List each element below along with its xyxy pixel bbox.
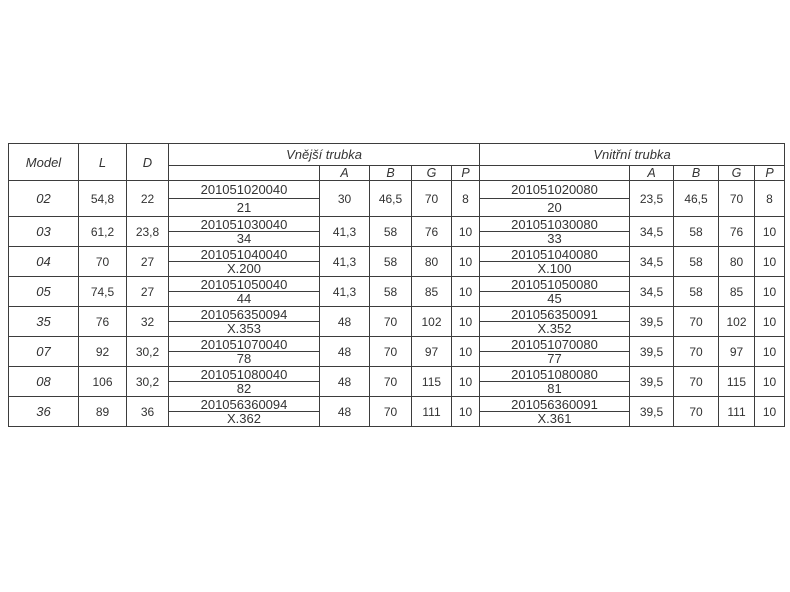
- cell-inner-b: 58: [674, 217, 719, 247]
- cell-outer-partnumber: [169, 367, 320, 397]
- cell-outer-partnumber: [169, 247, 320, 277]
- cell-outer-b: 70: [370, 367, 412, 397]
- cell-inner-a: 34,5: [630, 247, 674, 277]
- cell-outer-partnumber: [169, 181, 320, 217]
- table-row: [9, 247, 785, 277]
- cell-outer-g: 111: [412, 397, 452, 427]
- cell-outer-partnumber: [169, 337, 320, 367]
- header-outer-tube-section: Vnější trubka: [169, 144, 480, 166]
- inner-part-number: 201051050080: [480, 277, 629, 292]
- table-row: [9, 367, 785, 397]
- inner-ref-number: 77: [547, 351, 562, 366]
- cell-model: 08: [9, 367, 79, 397]
- inner-part-number: 201056350091: [480, 307, 629, 322]
- cell-outer-g: 70: [412, 181, 452, 217]
- cell-model: 02: [9, 181, 79, 217]
- cell-inner-partnumber: [480, 277, 630, 307]
- inner-part-number: 201051070080: [480, 337, 629, 352]
- cell-l: 74,5: [79, 277, 127, 307]
- header-inner-b: B: [674, 166, 719, 181]
- cell-inner-p: 10: [755, 217, 785, 247]
- cell-inner-a: 23,5: [630, 181, 674, 217]
- cell-inner-g: 97: [719, 337, 755, 367]
- outer-part-number: 201051070040: [169, 337, 319, 352]
- cell-l: 54,8: [79, 181, 127, 217]
- cell-outer-b: 46,5: [370, 181, 412, 217]
- cell-outer-p: 10: [452, 247, 480, 277]
- cell-outer-g: 76: [412, 217, 452, 247]
- cell-outer-g: 102: [412, 307, 452, 337]
- cell-d: 30,2: [127, 337, 169, 367]
- cell-outer-b: 58: [370, 247, 412, 277]
- cell-inner-b: 58: [674, 247, 719, 277]
- table-row: [9, 307, 785, 337]
- inner-ref-number: X.352: [537, 321, 572, 336]
- outer-ref-number: 34: [236, 231, 252, 246]
- cell-l: 61,2: [79, 217, 127, 247]
- header-outer-b: B: [370, 166, 412, 181]
- cell-model: 35: [9, 307, 79, 337]
- cell-inner-p: 10: [755, 367, 785, 397]
- cell-outer-p: 10: [452, 277, 480, 307]
- table-row: [9, 277, 785, 307]
- cell-outer-p: 10: [452, 397, 480, 427]
- header-outer-p: P: [452, 166, 480, 181]
- cell-inner-g: 111: [719, 397, 755, 427]
- cell-d: 22: [127, 181, 169, 217]
- outer-part-number: 201051030040: [169, 217, 319, 232]
- cell-inner-b: 70: [674, 307, 719, 337]
- inner-ref-number: 33: [547, 231, 562, 246]
- cell-inner-partnumber: [480, 337, 630, 367]
- cell-outer-partnumber: [169, 307, 320, 337]
- header-l: L: [79, 144, 127, 181]
- tube-spec-table: [8, 143, 785, 427]
- cell-outer-a: 48: [320, 307, 370, 337]
- cell-d: 23,8: [127, 217, 169, 247]
- header-row-sections: [9, 144, 785, 166]
- cell-model: 05: [9, 277, 79, 307]
- header-model: Model: [9, 144, 79, 181]
- cell-inner-b: 70: [674, 397, 719, 427]
- cell-inner-g: 80: [719, 247, 755, 277]
- header-outer-a: A: [320, 166, 370, 181]
- cell-inner-partnumber: [480, 217, 630, 247]
- inner-ref-number: X.361: [537, 411, 572, 426]
- outer-ref-number: 82: [236, 381, 252, 396]
- header-inner-tube-section: Vnitřní trubka: [480, 144, 785, 166]
- outer-part-number: 201051080040: [169, 367, 319, 382]
- cell-model: 03: [9, 217, 79, 247]
- cell-d: 30,2: [127, 367, 169, 397]
- cell-inner-p: 10: [755, 247, 785, 277]
- cell-outer-partnumber: [169, 217, 320, 247]
- cell-inner-partnumber: [480, 181, 630, 217]
- cell-outer-b: 70: [370, 307, 412, 337]
- cell-inner-g: 85: [719, 277, 755, 307]
- cell-outer-b: 58: [370, 277, 412, 307]
- cell-outer-b: 58: [370, 217, 412, 247]
- inner-part-number: 201051030080: [480, 217, 629, 232]
- table-row: [9, 397, 785, 427]
- header-d: D: [127, 144, 169, 181]
- cell-inner-p: 10: [755, 307, 785, 337]
- outer-ref-number: 44: [236, 291, 252, 306]
- cell-inner-a: 34,5: [630, 217, 674, 247]
- table-header: [9, 144, 785, 181]
- cell-outer-g: 115: [412, 367, 452, 397]
- cell-outer-g: 97: [412, 337, 452, 367]
- inner-ref-number: 20: [547, 200, 562, 215]
- cell-outer-b: 70: [370, 337, 412, 367]
- inner-ref-number: 45: [547, 291, 562, 306]
- cell-outer-p: 10: [452, 337, 480, 367]
- table-row: [9, 181, 785, 217]
- outer-part-number: 201056360094: [169, 397, 319, 412]
- cell-outer-a: 48: [320, 367, 370, 397]
- cell-inner-a: 39,5: [630, 397, 674, 427]
- outer-part-number: 201051050040: [169, 277, 319, 292]
- cell-outer-p: 8: [452, 181, 480, 217]
- cell-inner-b: 70: [674, 337, 719, 367]
- header-outer-partnumber-blank: [169, 166, 320, 181]
- cell-d: 36: [127, 397, 169, 427]
- cell-inner-partnumber: [480, 307, 630, 337]
- cell-outer-partnumber: [169, 277, 320, 307]
- outer-ref-number: 78: [236, 351, 252, 366]
- table-row: [9, 337, 785, 367]
- cell-outer-g: 85: [412, 277, 452, 307]
- cell-outer-a: 48: [320, 397, 370, 427]
- cell-outer-a: 30: [320, 181, 370, 217]
- cell-inner-a: 39,5: [630, 367, 674, 397]
- cell-l: 92: [79, 337, 127, 367]
- cell-inner-a: 34,5: [630, 277, 674, 307]
- cell-inner-b: 58: [674, 277, 719, 307]
- cell-inner-partnumber: [480, 397, 630, 427]
- cell-outer-p: 10: [452, 217, 480, 247]
- inner-part-number: 201051020080: [480, 181, 629, 199]
- outer-ref-number: 21: [236, 200, 252, 215]
- header-inner-a: A: [630, 166, 674, 181]
- cell-inner-g: 102: [719, 307, 755, 337]
- cell-l: 89: [79, 397, 127, 427]
- cell-d: 27: [127, 277, 169, 307]
- cell-outer-p: 10: [452, 307, 480, 337]
- inner-ref-number: X.100: [537, 261, 572, 276]
- cell-inner-partnumber: [480, 247, 630, 277]
- outer-part-number: 201056350094: [169, 307, 319, 322]
- outer-ref-number: X.200: [227, 261, 261, 276]
- cell-inner-p: 10: [755, 337, 785, 367]
- cell-outer-partnumber: [169, 397, 320, 427]
- cell-inner-g: 70: [719, 181, 755, 217]
- cell-outer-b: 70: [370, 397, 412, 427]
- inner-part-number: 201051040080: [480, 247, 629, 262]
- table-body: [9, 181, 785, 427]
- inner-part-number: 201051080080: [480, 367, 629, 382]
- table-row: [9, 217, 785, 247]
- cell-model: 36: [9, 397, 79, 427]
- header-inner-p: P: [755, 166, 785, 181]
- header-inner-partnumber-blank: [480, 166, 630, 181]
- inner-ref-number: 81: [547, 381, 562, 396]
- cell-inner-g: 76: [719, 217, 755, 247]
- header-inner-g: G: [719, 166, 755, 181]
- cell-inner-a: 39,5: [630, 337, 674, 367]
- cell-d: 27: [127, 247, 169, 277]
- cell-outer-p: 10: [452, 367, 480, 397]
- cell-inner-p: 10: [755, 277, 785, 307]
- cell-outer-a: 41,3: [320, 217, 370, 247]
- cell-l: 106: [79, 367, 127, 397]
- cell-inner-p: 10: [755, 397, 785, 427]
- outer-ref-number: X.353: [227, 321, 261, 336]
- cell-inner-b: 46,5: [674, 181, 719, 217]
- cell-d: 32: [127, 307, 169, 337]
- cell-model: 04: [9, 247, 79, 277]
- cell-outer-g: 80: [412, 247, 452, 277]
- cell-outer-a: 41,3: [320, 247, 370, 277]
- header-outer-g: G: [412, 166, 452, 181]
- inner-part-number: 201056360091: [480, 397, 629, 412]
- outer-ref-number: X.362: [227, 411, 261, 426]
- cell-inner-p: 8: [755, 181, 785, 217]
- cell-inner-partnumber: [480, 367, 630, 397]
- cell-outer-a: 48: [320, 337, 370, 367]
- cell-inner-a: 39,5: [630, 307, 674, 337]
- outer-part-number: 201051040040: [169, 247, 319, 262]
- outer-part-number: 201051020040: [169, 181, 319, 199]
- cell-inner-g: 115: [719, 367, 755, 397]
- cell-outer-a: 41,3: [320, 277, 370, 307]
- cell-model: 07: [9, 337, 79, 367]
- cell-l: 76: [79, 307, 127, 337]
- cell-l: 70: [79, 247, 127, 277]
- cell-inner-b: 70: [674, 367, 719, 397]
